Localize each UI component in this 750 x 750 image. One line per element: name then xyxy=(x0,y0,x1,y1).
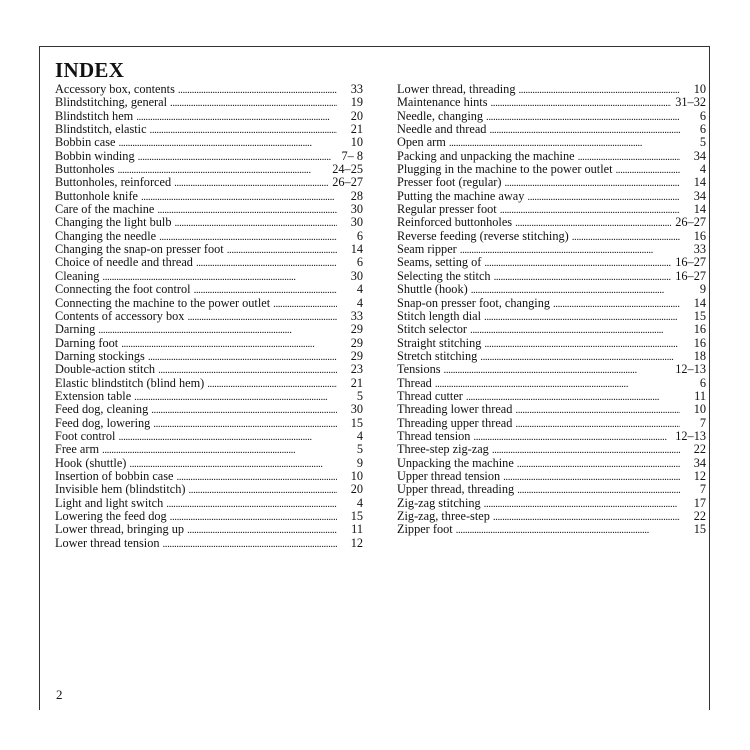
index-entry xyxy=(55,363,363,376)
index-entry xyxy=(55,403,363,416)
dot-leader xyxy=(484,311,680,323)
index-entry-term: Blindstitch, elastic xyxy=(55,123,147,137)
index-entry-term: Upper thread, threading xyxy=(397,483,515,497)
index-entry-term: Connecting the foot control xyxy=(55,283,191,297)
index-entry-page: 33 xyxy=(693,243,706,257)
dot-leader xyxy=(187,311,337,323)
dot-leader xyxy=(473,431,671,443)
index-entry-page: 34 xyxy=(693,149,706,163)
dot-leader xyxy=(136,111,337,123)
dot-leader xyxy=(527,191,680,203)
index-entry xyxy=(55,230,363,243)
index-entry xyxy=(55,110,363,123)
index-entry xyxy=(397,350,706,363)
index-entry-page: 21 xyxy=(350,376,363,390)
index-entry-page: 15 xyxy=(350,510,363,523)
index-entry xyxy=(397,430,706,443)
index-entry xyxy=(397,523,706,536)
index-entry xyxy=(55,136,363,149)
dot-leader xyxy=(460,244,680,256)
index-entry-page: 6 xyxy=(356,256,363,270)
index-entry xyxy=(55,350,363,363)
dot-leader xyxy=(166,498,337,510)
dot-leader xyxy=(273,298,337,310)
index-entry-term: Contents of accessory box xyxy=(55,309,185,323)
index-entry xyxy=(55,510,363,523)
index-entry-page: 29 xyxy=(350,323,363,337)
index-entry-page: 7 xyxy=(699,416,706,430)
dot-leader xyxy=(194,284,337,296)
index-entry xyxy=(55,457,363,470)
index-entry-term: Changing the light bulb xyxy=(55,216,172,230)
index-entry xyxy=(55,470,363,483)
index-entry-term: Thread cutter xyxy=(397,389,463,403)
index-entry xyxy=(55,270,363,283)
index-entry-page: 4 xyxy=(356,296,363,310)
dot-leader xyxy=(163,538,338,550)
index-entry-page: 4 xyxy=(356,496,363,510)
index-entry xyxy=(55,150,363,163)
index-entry xyxy=(397,203,706,216)
dot-leader xyxy=(515,404,680,416)
index-entry-term: Free arm xyxy=(55,443,100,457)
index-entry-page: 4 xyxy=(356,429,363,443)
index-entry-page: 24–25 xyxy=(332,163,363,177)
index-entry-term: Accessory box, contents xyxy=(55,83,175,96)
index-entry xyxy=(397,216,706,229)
dot-leader xyxy=(174,177,328,189)
index-entry-term: Lower thread, threading xyxy=(397,83,516,96)
dot-leader xyxy=(158,364,337,376)
dot-leader xyxy=(518,84,680,96)
index-entry-page: 10 xyxy=(350,136,363,150)
index-entry-term: Zig-zag, three-step xyxy=(397,510,490,523)
index-entry-term: Packing and unpacking the machine xyxy=(397,149,575,163)
dot-leader xyxy=(492,444,680,456)
index-entry-term: Choice of needle and thread xyxy=(55,256,193,270)
index-entry xyxy=(397,310,706,323)
dot-leader xyxy=(150,124,337,136)
index-entry xyxy=(55,83,363,96)
dot-leader xyxy=(466,391,680,403)
index-entry xyxy=(55,216,363,229)
index-entry-term: Invisible hem (blindstitch) xyxy=(55,483,186,497)
index-entry-term: Threading upper thread xyxy=(397,416,513,430)
dot-leader xyxy=(153,418,337,430)
dot-leader xyxy=(504,177,680,189)
index-entry xyxy=(55,190,363,203)
index-entry xyxy=(397,243,706,256)
index-entry xyxy=(55,96,363,109)
index-entry-term: Extension table xyxy=(55,389,132,403)
index-entry-page: 16 xyxy=(693,229,706,243)
dot-leader xyxy=(102,271,337,283)
index-entry-term: Reverse feeding (reverse stitching) xyxy=(397,229,569,243)
index-entry-page: 30 xyxy=(350,216,363,230)
index-entry-term: Bobbin case xyxy=(55,136,116,150)
index-entry-page: 10 xyxy=(693,83,706,96)
index-entry xyxy=(55,390,363,403)
index-entry-page: 28 xyxy=(350,189,363,203)
dot-leader xyxy=(484,257,671,269)
dot-leader xyxy=(503,471,680,483)
dot-leader xyxy=(138,151,337,163)
dot-leader xyxy=(118,137,337,149)
index-entry-page: 5 xyxy=(356,443,363,457)
index-entry-page: 33 xyxy=(350,83,363,96)
index-entry xyxy=(55,123,363,136)
index-entry xyxy=(55,537,363,550)
index-entry-term: Stretch stitching xyxy=(397,349,478,363)
index-entry xyxy=(397,123,706,136)
index-entry-page: 6 xyxy=(699,109,706,123)
index-entry-term: Regular presser foot xyxy=(397,203,497,217)
index-entry-page: 9 xyxy=(699,283,706,297)
index-entry-term: Cleaning xyxy=(55,269,100,283)
index-entry-term: Zipper foot xyxy=(397,523,453,537)
index-title: INDEX xyxy=(55,58,125,82)
index-entry xyxy=(397,470,706,483)
index-entry-term: Thread xyxy=(397,376,432,390)
index-entry xyxy=(397,297,706,310)
index-entry xyxy=(397,190,706,203)
index-entry-page: 12 xyxy=(693,469,706,483)
index-entry-page: 12–13 xyxy=(675,429,706,443)
index-entry-term: Stitch selector xyxy=(397,323,468,337)
dot-leader xyxy=(616,164,681,176)
index-entry-page: 9 xyxy=(356,456,363,470)
dot-leader xyxy=(187,524,337,536)
index-entry-page: 30 xyxy=(350,403,363,417)
index-entry-term: Lower thread, bringing up xyxy=(55,523,185,537)
index-entry-term: Selecting the stitch xyxy=(397,269,491,283)
index-entry-term: Darning foot xyxy=(55,336,119,350)
dot-leader xyxy=(129,458,337,470)
dot-leader xyxy=(134,391,337,403)
index-entry-page: 22 xyxy=(693,443,706,457)
index-entry-term: Shuttle (hook) xyxy=(397,283,468,297)
index-entry xyxy=(397,136,706,149)
index-entry-term: Buttonholes xyxy=(55,163,115,177)
index-entry-page: 12–13 xyxy=(675,363,706,377)
index-entry-term: Plugging in the machine to the power outlet xyxy=(397,163,613,177)
dot-leader xyxy=(121,338,337,350)
index-entry-page: 26–27 xyxy=(332,176,363,190)
index-entry xyxy=(55,310,363,323)
index-entry-term: Three-step zig-zag xyxy=(397,443,489,457)
index-entry-page: 16–27 xyxy=(675,256,706,270)
index-entry-page: 6 xyxy=(699,376,706,390)
index-entry-term: Needle and thread xyxy=(397,123,487,137)
index-entry-page: 33 xyxy=(350,309,363,323)
index-entry-page: 7 xyxy=(699,483,706,497)
index-entry-page: 14 xyxy=(693,176,706,190)
index-entry-page: 14 xyxy=(350,243,363,257)
index-entry-term: Stitch length dial xyxy=(397,309,482,323)
index-entry-term: Feed dog, lowering xyxy=(55,416,151,430)
index-entry xyxy=(397,457,706,470)
index-entry xyxy=(397,163,706,176)
index-entry xyxy=(55,163,363,176)
index-entry-term: Presser foot (regular) xyxy=(397,176,502,190)
dot-leader xyxy=(98,324,337,336)
index-entry-term: Insertion of bobbin case xyxy=(55,469,174,483)
dot-leader xyxy=(484,498,680,510)
dot-leader xyxy=(491,97,672,109)
index-entry-term: Threading lower thread xyxy=(397,403,513,417)
index-entry-term: Hook (shuttle) xyxy=(55,456,127,470)
index-entry-page: 14 xyxy=(693,203,706,217)
index-entry xyxy=(397,323,706,336)
index-entry xyxy=(397,337,706,350)
index-entry xyxy=(397,390,706,403)
index-entry-page: 14 xyxy=(693,296,706,310)
index-entry-term: Seams, setting of xyxy=(397,256,482,270)
index-entry xyxy=(55,323,363,336)
index-entry-page: 34 xyxy=(693,456,706,470)
dot-leader xyxy=(517,484,680,496)
dot-leader xyxy=(177,471,338,483)
dot-leader xyxy=(159,231,337,243)
index-entry-page: 15 xyxy=(693,523,706,537)
index-entry-term: Open arm xyxy=(397,136,446,150)
dot-leader xyxy=(500,204,680,216)
index-entry xyxy=(55,377,363,390)
dot-leader xyxy=(170,511,337,523)
dot-leader xyxy=(480,351,680,363)
dot-leader xyxy=(170,97,337,109)
dot-leader xyxy=(493,511,680,523)
index-entry xyxy=(397,363,706,376)
dot-leader xyxy=(148,351,337,363)
index-entry xyxy=(397,96,706,109)
dot-leader xyxy=(435,378,680,390)
index-entry xyxy=(55,443,363,456)
index-entry-term: Changing the snap-on presser foot xyxy=(55,243,224,257)
index-entry xyxy=(397,377,706,390)
index-entry xyxy=(397,110,706,123)
index-entry xyxy=(397,417,706,430)
index-entry xyxy=(55,523,363,536)
index-entry-page: 15 xyxy=(693,309,706,323)
dot-leader xyxy=(484,338,680,350)
index-entry-term: Seam ripper xyxy=(397,243,457,257)
dot-leader xyxy=(178,84,337,96)
index-entry-term: Foot control xyxy=(55,429,116,443)
index-entry-page: 34 xyxy=(693,189,706,203)
index-entry-page: 5 xyxy=(699,136,706,150)
index-entry-page: 10 xyxy=(350,469,363,483)
index-entry xyxy=(397,83,706,96)
index-entry-page: 20 xyxy=(350,109,363,123)
index-entry-term: Changing the needle xyxy=(55,229,157,243)
index-entry-term: Thread tension xyxy=(397,429,471,443)
index-entry-page: 30 xyxy=(350,203,363,217)
dot-leader xyxy=(449,137,680,149)
index-entry xyxy=(397,443,706,456)
index-entry-term: Blindstitch hem xyxy=(55,109,134,123)
index-entry-page: 12 xyxy=(350,536,363,550)
dot-leader xyxy=(102,444,337,456)
index-entry-term: Blindstitching, general xyxy=(55,96,168,110)
index-entry-term: Putting the machine away xyxy=(397,189,525,203)
index-entry-term: Needle, changing xyxy=(397,109,484,123)
index-entry-page: 22 xyxy=(693,510,706,523)
index-entry-term: Elastic blindstitch (blind hem) xyxy=(55,376,205,390)
dot-leader xyxy=(471,284,680,296)
index-entry xyxy=(55,297,363,310)
dot-leader xyxy=(157,204,337,216)
index-entry-term: Straight stitching xyxy=(397,336,482,350)
index-entry xyxy=(397,150,706,163)
index-entry xyxy=(397,270,706,283)
index-entry-page: 4 xyxy=(356,283,363,297)
index-entry xyxy=(55,176,363,189)
index-entry xyxy=(397,403,706,416)
dot-leader xyxy=(515,217,671,229)
dot-leader xyxy=(572,231,680,243)
dot-leader xyxy=(141,191,337,203)
index-entry-page: 11 xyxy=(694,389,706,403)
index-entry-page: 26–27 xyxy=(675,216,706,230)
dot-leader xyxy=(444,364,672,376)
dot-leader xyxy=(489,124,680,136)
index-entry xyxy=(397,176,706,189)
index-entry-term: Buttonhole knife xyxy=(55,189,138,203)
index-entry-page: 19 xyxy=(350,96,363,110)
index-entry-page: 23 xyxy=(350,363,363,377)
index-entry-page: 31–32 xyxy=(675,96,706,110)
page-number: 2 xyxy=(56,687,63,702)
index-entry-term: Buttonholes, reinforced xyxy=(55,176,172,190)
index-entry-term: Feed dog, cleaning xyxy=(55,403,149,417)
index-entry-term: Lowering the feed dog xyxy=(55,510,167,523)
index-entry xyxy=(55,417,363,430)
index-entry-term: Unpacking the machine xyxy=(397,456,514,470)
index-entry xyxy=(397,497,706,510)
dot-leader xyxy=(553,298,680,310)
index-entry-page: 18 xyxy=(693,349,706,363)
index-entry xyxy=(397,230,706,243)
dot-leader xyxy=(174,217,337,229)
index-entry-term: Reinforced buttonholes xyxy=(397,216,513,230)
index-entry-page: 16 xyxy=(693,323,706,337)
index-entry-term: Maintenance hints xyxy=(397,96,488,110)
index-entry-term: Upper thread tension xyxy=(397,469,501,483)
index-entry-page: 17 xyxy=(693,496,706,510)
index-entry xyxy=(55,337,363,350)
index-entry xyxy=(397,256,706,269)
dot-leader xyxy=(117,164,328,176)
dot-leader xyxy=(227,244,337,256)
index-entry xyxy=(55,430,363,443)
index-entry-page: 7– 8 xyxy=(341,149,363,163)
dot-leader xyxy=(188,484,337,496)
dot-leader xyxy=(456,524,680,536)
dot-leader xyxy=(494,271,672,283)
index-entry-term: Darning stockings xyxy=(55,349,145,363)
index-entry xyxy=(55,283,363,296)
index-entry xyxy=(55,483,363,496)
index-entry-page: 16 xyxy=(693,336,706,350)
index-entry xyxy=(397,283,706,296)
index-entry-page: 5 xyxy=(356,389,363,403)
index-column-left xyxy=(55,83,363,550)
index-entry-term: Zig-zag stitching xyxy=(397,496,481,510)
dot-leader xyxy=(118,431,337,443)
index-entry-page: 29 xyxy=(350,349,363,363)
index-entry-term: Bobbin winding xyxy=(55,149,135,163)
index-entry-term: Lower thread tension xyxy=(55,536,160,550)
dot-leader xyxy=(196,257,337,269)
index-entry-term: Care of the machine xyxy=(55,203,155,217)
index-entry-term: Light and light switch xyxy=(55,496,164,510)
index-entry-page: 21 xyxy=(350,123,363,137)
index-entry xyxy=(55,497,363,510)
index-entry-term: Darning xyxy=(55,323,96,337)
dot-leader xyxy=(517,458,680,470)
index-entry xyxy=(397,510,706,523)
dot-leader xyxy=(486,111,680,123)
dot-leader xyxy=(470,324,680,336)
index-entry-page: 6 xyxy=(699,123,706,137)
index-entry-page: 30 xyxy=(350,269,363,283)
index-entry xyxy=(397,483,706,496)
index-entry xyxy=(55,203,363,216)
index-entry xyxy=(55,256,363,269)
dot-leader xyxy=(207,378,337,390)
index-entry-page: 11 xyxy=(351,523,363,537)
dot-leader xyxy=(151,404,337,416)
index-entry-page: 15 xyxy=(350,416,363,430)
index-column-right xyxy=(397,83,706,537)
index-entry-page: 10 xyxy=(693,403,706,417)
dot-leader xyxy=(578,151,680,163)
index-entry-page: 29 xyxy=(350,336,363,350)
index-entry-term: Connecting the machine to the power outlet xyxy=(55,296,271,310)
index-entry-page: 16–27 xyxy=(675,269,706,283)
index-entry-term: Double-action stitch xyxy=(55,363,156,377)
index-entry-term: Tensions xyxy=(397,363,441,377)
index-entry-term: Snap-on presser foot, changing xyxy=(397,296,550,310)
index-entry xyxy=(55,243,363,256)
dot-leader xyxy=(515,418,680,430)
index-entry-page: 4 xyxy=(699,163,706,177)
index-entry-page: 6 xyxy=(356,229,363,243)
index-entry-page: 20 xyxy=(350,483,363,497)
